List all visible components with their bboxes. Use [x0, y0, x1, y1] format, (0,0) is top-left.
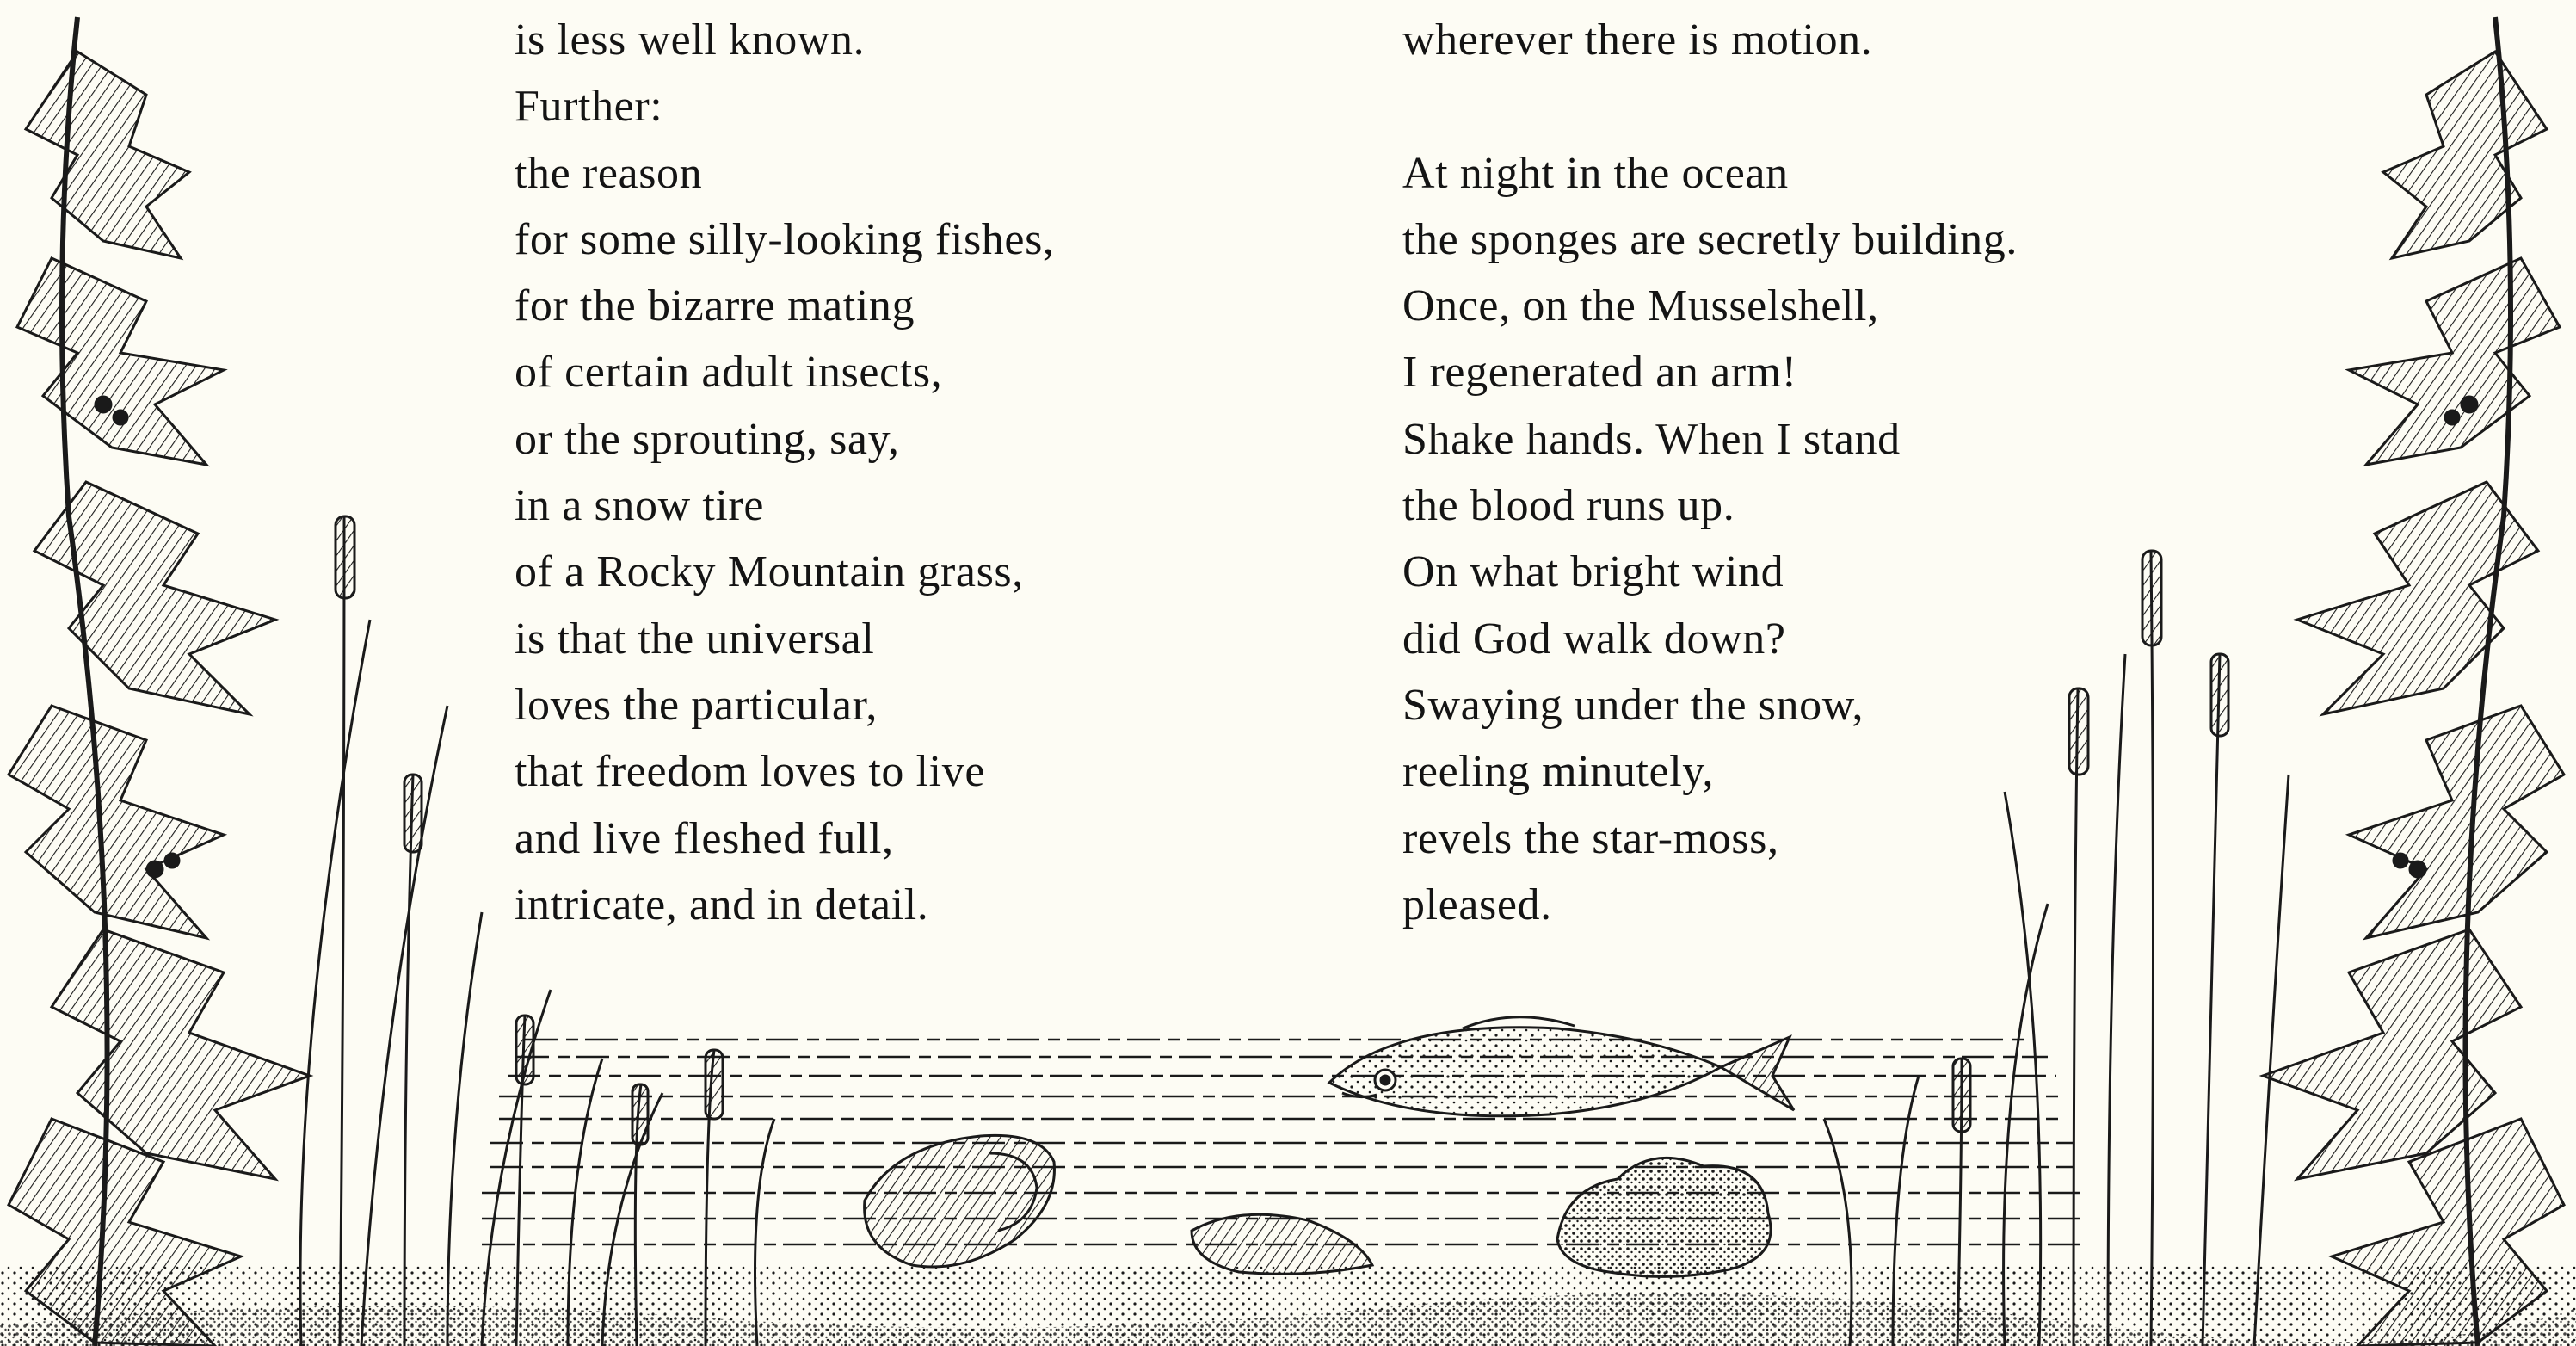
poem-line: of certain adult insects, — [515, 348, 943, 398]
poem-line: for the bizarre mating — [515, 281, 915, 331]
sponge — [1557, 1158, 1771, 1276]
poem-line: or the sprouting, say, — [515, 414, 900, 464]
poem-line: wherever there is motion. — [1402, 15, 1873, 65]
poem-line: in a snow tire — [515, 481, 765, 531]
poem-left-column — [515, 7, 1055, 938]
poem-line: Further: — [515, 82, 663, 132]
snail-shell — [865, 1135, 1055, 1267]
poem-line: loves the particular, — [515, 680, 878, 730]
poem-line: the blood runs up. — [1402, 481, 1735, 531]
poem-right-column — [1402, 7, 2018, 938]
poem-line — [1402, 73, 2018, 139]
poem-line: At night in the ocean — [1402, 148, 1789, 198]
poem-line: for some silly-looking fishes, — [515, 214, 1055, 264]
poem-line: reeling minutely, — [1402, 747, 1715, 797]
holly-branch-left — [9, 17, 310, 1346]
poem-line: did God walk down? — [1402, 614, 1786, 664]
poem-line: pleased. — [1402, 880, 1552, 929]
poem-line: is that the universal — [515, 614, 875, 664]
poem-line: Shake hands. When I stand — [1402, 414, 1901, 464]
poem-line: is less well known. — [515, 15, 866, 65]
poem-line: I regenerated an arm! — [1402, 348, 1797, 398]
mussel-shell — [1192, 1214, 1372, 1274]
poem-line: revels the star-moss, — [1402, 813, 1779, 863]
poem-line: Swaying under the snow, — [1402, 680, 1864, 730]
poem-line: that freedom loves to live — [515, 747, 986, 797]
fish — [1329, 1017, 1794, 1116]
poem-line: the reason — [515, 148, 703, 198]
poem-line: of a Rocky Mountain grass, — [515, 547, 1024, 597]
poem-line: the sponges are secretly building. — [1402, 214, 2018, 264]
poem-line: and live fleshed full, — [515, 813, 894, 863]
holly-branch-right — [2263, 17, 2564, 1346]
poem-line: On what bright wind — [1402, 547, 1784, 597]
poem-line: intricate, and in detail. — [515, 880, 929, 929]
poem-line: Once, on the Musselshell, — [1402, 281, 1879, 331]
